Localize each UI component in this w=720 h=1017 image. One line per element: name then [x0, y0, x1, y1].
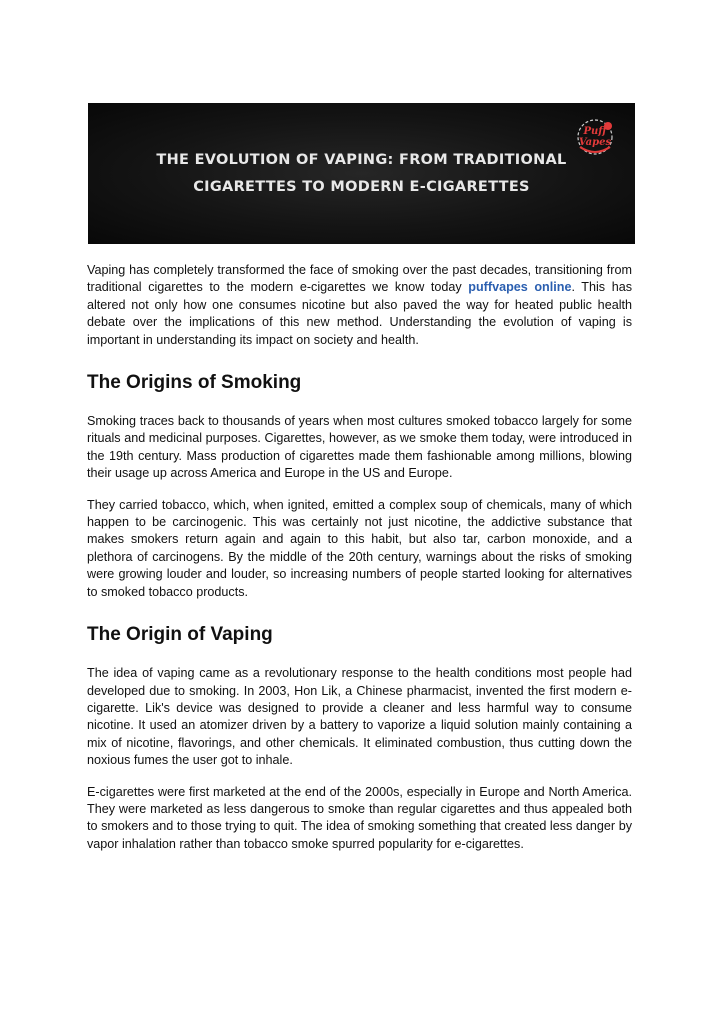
- banner-title-line-1: THE EVOLUTION OF VAPING: FROM TRADITIONAL: [156, 152, 567, 168]
- article-body: [87, 262, 632, 867]
- intro-paragraph: [87, 262, 632, 349]
- intro-text-before-link: Vaping has completely transformed the face of smoking over the past decades, transitioning from traditional cigarettes to the modern e-cigarettes we know today: [87, 263, 632, 295]
- section-heading-origins-of-smoking: The Origins of Smoking: [87, 372, 302, 394]
- body-paragraph: They carried tobacco, which, when ignited, emitted a complex soup of chemicals, many of which happen to be carcinogenic. This was certainly not just nicotine, the addictive substance that makes smokers return again and again to this habit, but also tar, carbon monoxide, and a plethora of carcinogens. By the middle of the 20th century, warnings about the risks of smoking were growing louder and louder, so increasing numbers of people started looking for alternatives to smoked tobacco products.: [87, 497, 632, 599]
- section-heading-origin-of-vaping: The Origin of Vaping: [87, 624, 273, 646]
- logo-text-top: Puff: [583, 126, 607, 137]
- banner-title: [88, 147, 635, 201]
- logo-wordmark: [572, 126, 618, 148]
- puffvapes-online-link[interactable]: puffvapes online: [468, 280, 572, 295]
- body-paragraph: Smoking traces back to thousands of years when most cultures smoked tobacco largely for some rituals and medicinal purposes. Cigarettes, however, as we smoke them today, were introduced in the 19th century. Mass production of cigarettes made them fashionable among millions, blowing their usage up across America and Europe in the US and Europe.: [87, 414, 632, 481]
- hero-banner: [88, 103, 635, 244]
- logo-text-bottom: Vapes: [578, 137, 612, 148]
- banner-title-line-2: CIGARETTES TO MODERN E-CIGARETTES: [193, 179, 530, 195]
- body-paragraph: The idea of vaping came as a revolutionary response to the health conditions most people had developed due to smoking. In 2003, Hon Lik, a Chinese pharmacist, invented the first modern e-cigarette. Lik's device was designed to provide a cleaner and less harmful way to consume nicotine. It used an atomizer driven by a battery to vaporize a liquid solution mainly containing a mix of nicotine, flavorings, and other chemicals. It eliminated combustion, thus cutting down the noxious fumes the user got to inhale.: [87, 666, 632, 768]
- puffvapes-logo: [572, 117, 618, 157]
- intro-text-after-link: . This has altered not only how one consumes nicotine but also paved the way for heated public health debate over the implications of this new method. Understanding the evolution of vaping is important in understanding its impact on society and health.: [87, 280, 632, 347]
- body-paragraph: E-cigarettes were first marketed at the end of the 2000s, especially in Europe and North America. They were marketed as less dangerous to smoke than regular cigarettes and thus appealed both to smokers and to those trying to quit. The idea of smoking something that created less danger by vapor inhalation rather than tobacco smoke spurred popularity for e-cigarettes.: [87, 784, 632, 851]
